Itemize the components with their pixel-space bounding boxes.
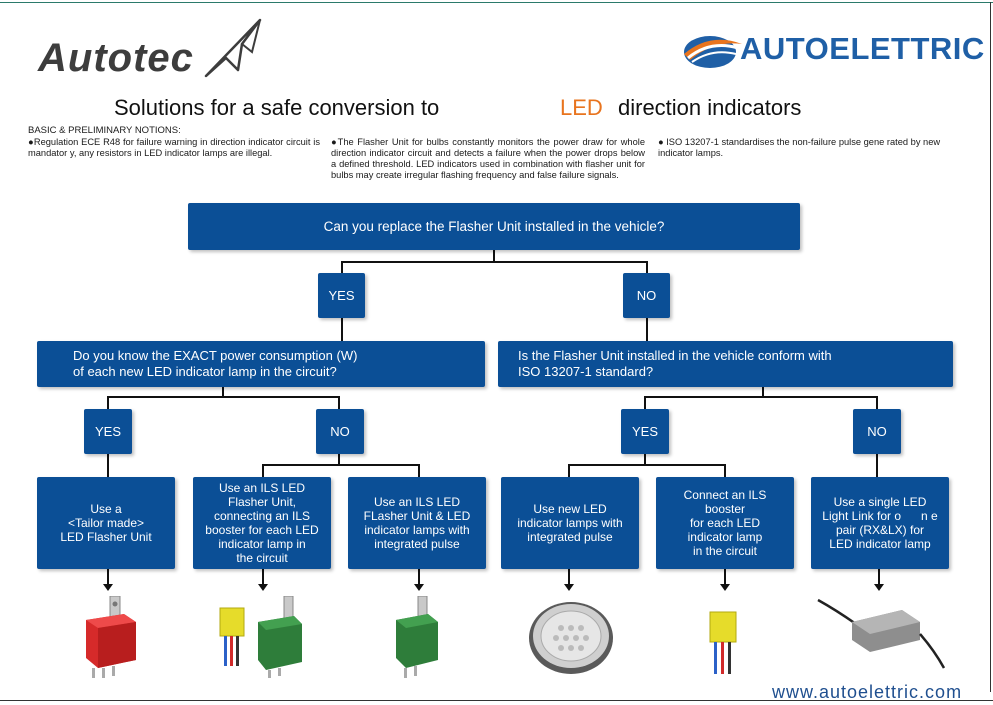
page-title-highlight: LED: [560, 95, 603, 120]
solution-line: Connect an ILS: [683, 488, 767, 502]
no-label: NO: [330, 423, 350, 439]
answer-no-box: [853, 409, 901, 454]
question-power-consumption: [37, 341, 485, 387]
autotec-logo-text: Autotec: [38, 36, 194, 80]
solution-line: in the circuit: [692, 544, 757, 558]
arrow-line: [724, 569, 726, 584]
arrow-down-icon: [414, 584, 424, 591]
no-label: NO: [636, 287, 657, 303]
solution-line: Use an ILS LED: [218, 481, 306, 495]
solution-line: pair (RX&LX) for: [835, 523, 925, 537]
question-line: Is the Flasher Unit installed in the vehicle conform with: [518, 348, 832, 363]
solution-line: integrated pulse: [374, 537, 460, 551]
connector: [262, 464, 264, 477]
autotec-logo-mark-icon: [198, 18, 264, 82]
red-flasher-unit-icon: [80, 596, 140, 680]
website-url[interactable]: www.autoelettric.com: [772, 682, 963, 702]
question-replace-flasher: [188, 203, 800, 250]
solution-line: Light Link for o n e: [822, 509, 938, 523]
solution-line: Use a single LED: [833, 495, 927, 509]
light-link-module-icon: [816, 594, 948, 674]
answer-yes-box: [84, 409, 132, 454]
solution-line: booster: [704, 502, 745, 516]
connector: [338, 396, 340, 409]
arrow-line: [568, 569, 570, 584]
note-iso-13207: ● ISO 13207-1 standardises the non-failure pulse gene rated by new indicator lamps.: [658, 137, 941, 158]
solution-line: indicator lamp: [687, 530, 763, 544]
question-text: Can you replace the Flasher Unit installed in the vehicle?: [323, 218, 665, 234]
solution-ils-flasher-pulse: [348, 477, 486, 569]
solution-line: FLasher Unit & LED: [363, 509, 471, 523]
answer-yes-box: [621, 409, 669, 454]
top-border: [0, 2, 993, 3]
connector: [341, 318, 343, 341]
solution-line: connecting an ILS: [213, 509, 311, 523]
arrow-down-icon: [564, 584, 574, 591]
ils-booster-icon: [704, 606, 744, 678]
no-label: NO: [867, 423, 887, 439]
connector: [418, 464, 420, 477]
solution-line: Use an ILS LED: [373, 495, 461, 509]
solution-light-link: [811, 477, 949, 569]
solution-line: LED Flasher Unit: [60, 530, 152, 544]
led-lamp-icon: [526, 600, 616, 676]
arrow-down-icon: [720, 584, 730, 591]
yes-label: YES: [328, 287, 355, 303]
solution-line: booster for each LED: [205, 523, 319, 537]
right-border: [990, 2, 991, 692]
arrow-line: [107, 569, 109, 584]
connector: [341, 261, 343, 273]
yes-label: YES: [631, 423, 658, 439]
connector: [568, 464, 726, 466]
connector: [568, 464, 570, 477]
connector: [646, 261, 648, 273]
solution-line: for each LED: [689, 516, 761, 530]
notes-heading: BASIC & PRELIMINARY NOTIONS:: [28, 125, 181, 136]
solution-ils-booster-each: [656, 477, 794, 569]
connector: [876, 396, 878, 409]
answer-no-box: [316, 409, 364, 454]
connector: [644, 396, 878, 398]
solution-new-led-lamps: [501, 477, 639, 569]
connector: [644, 396, 646, 409]
solution-line: Flasher Unit,: [227, 495, 297, 509]
arrow-down-icon: [103, 584, 113, 591]
answer-yes-box: [318, 273, 365, 318]
solution-line: <Tailor made>: [67, 516, 145, 530]
solution-line: LED indicator lamp: [829, 537, 931, 551]
page-title: Solutions for a safe conversion to: [114, 95, 440, 120]
solution-ils-booster: [193, 477, 331, 569]
yes-label: YES: [94, 423, 121, 439]
note-ece-r48: ●Regulation ECE R48 for failure warning in direction indicator circuit is mandator y, any resistors in LED indicator lamps are illegal.: [28, 137, 320, 158]
arrow-line: [418, 569, 420, 584]
note-flasher-unit: ●The Flasher Unit for bulbs constantly monitors the power draw for whole direction indicator circuit and detects a failure when the power drops below a defined threshold. LED indicators used in combination with flasher unit for bulbs may create irregular flashing frequency and false failure signals.: [331, 137, 645, 180]
solution-line: indicator lamps with: [364, 523, 470, 537]
solution-tailor-made: [37, 477, 175, 569]
solution-line: Use new LED: [533, 502, 607, 516]
question-iso-conform: [498, 341, 953, 387]
question-line: of each new LED indicator lamp in the circuit?: [73, 364, 337, 379]
arrow-line: [878, 569, 880, 584]
arrow-line: [262, 569, 264, 584]
connector: [876, 454, 878, 477]
booster-and-flasher-icon: [214, 596, 304, 680]
connector: [107, 454, 109, 477]
autoelettric-swoosh-icon: [680, 26, 744, 74]
solution-line: indicator lamp in: [218, 537, 306, 551]
connector: [646, 318, 648, 341]
green-flasher-unit-icon: [392, 596, 442, 680]
answer-no-box: [623, 273, 670, 318]
page-title-end: direction indicators: [618, 95, 802, 120]
solution-line: indicator lamps with: [517, 516, 623, 530]
connector: [724, 464, 726, 477]
arrow-down-icon: [874, 584, 884, 591]
solution-line: integrated pulse: [527, 530, 613, 544]
autoelettric-logo-text: AUTOELETTRIC: [740, 31, 985, 66]
connector: [262, 464, 420, 466]
solution-line: the circuit: [236, 551, 288, 565]
connector: [107, 396, 109, 409]
solution-line: Use a: [90, 502, 122, 516]
connector: [107, 396, 340, 398]
question-line: ISO 13207-1 standard?: [518, 364, 654, 379]
arrow-down-icon: [258, 584, 268, 591]
connector: [341, 261, 648, 263]
question-line: Do you know the EXACT power consumption (W): [73, 348, 358, 363]
